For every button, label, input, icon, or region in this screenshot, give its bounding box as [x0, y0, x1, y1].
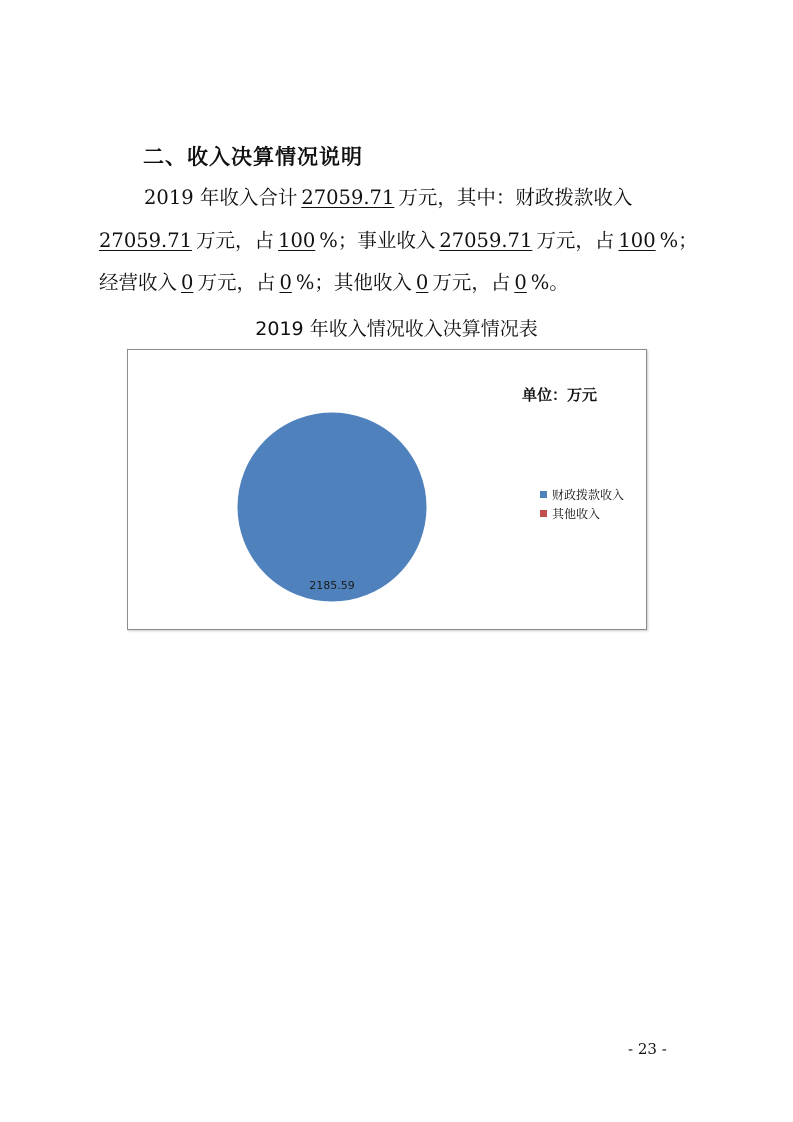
legend-swatch — [540, 491, 547, 498]
business-percent-value: 100 — [618, 229, 656, 252]
other-percent-value: 0 — [514, 271, 527, 294]
chart-legend — [540, 485, 624, 523]
text-fragment: 万元，占 — [196, 229, 275, 252]
legend-label: 其他收入 — [552, 507, 601, 521]
total-income-value: 27059.71 — [301, 186, 395, 209]
paragraph-line-3 — [99, 268, 699, 298]
text-fragment: %；事业收入 — [319, 229, 436, 252]
pie-data-label: 2185.59 — [309, 579, 355, 592]
legend-item — [540, 504, 624, 523]
page-number: - 23 - — [628, 1040, 667, 1058]
unit-label: 单位：万元 — [522, 386, 598, 404]
text-fragment: 经营收入 — [99, 271, 178, 294]
operating-income-value: 0 — [181, 271, 194, 294]
fiscal-income-value: 27059.71 — [99, 229, 193, 252]
text-fragment: 万元，占 — [197, 271, 276, 294]
section-heading: 二、收入决算情况说明 — [143, 145, 363, 169]
legend-swatch — [540, 510, 547, 517]
text-fragment: 2019 年收入合计 — [144, 186, 298, 209]
text-fragment: 万元，占 — [536, 229, 615, 252]
legend-label: 财政拨款收入 — [552, 488, 625, 502]
text-fragment: %。 — [530, 271, 569, 294]
pie-slice — [237, 412, 427, 602]
operating-percent-value: 0 — [279, 271, 292, 294]
legend-item — [540, 485, 624, 504]
chart-caption: 2019 年收入情况收入决算情况表 — [255, 318, 538, 340]
text-fragment: 万元，占 — [432, 271, 511, 294]
other-income-value: 0 — [415, 271, 429, 294]
text-fragment: %； — [659, 229, 698, 252]
text-fragment: %；其他收入 — [295, 271, 412, 294]
paragraph-line-1 — [144, 183, 744, 213]
pie-chart-frame — [127, 349, 647, 630]
fiscal-percent-value: 100 — [278, 229, 316, 252]
business-income-value: 27059.71 — [439, 229, 533, 252]
paragraph-line-2 — [99, 226, 699, 256]
text-fragment: 万元，其中：财政拨款收入 — [398, 186, 633, 209]
